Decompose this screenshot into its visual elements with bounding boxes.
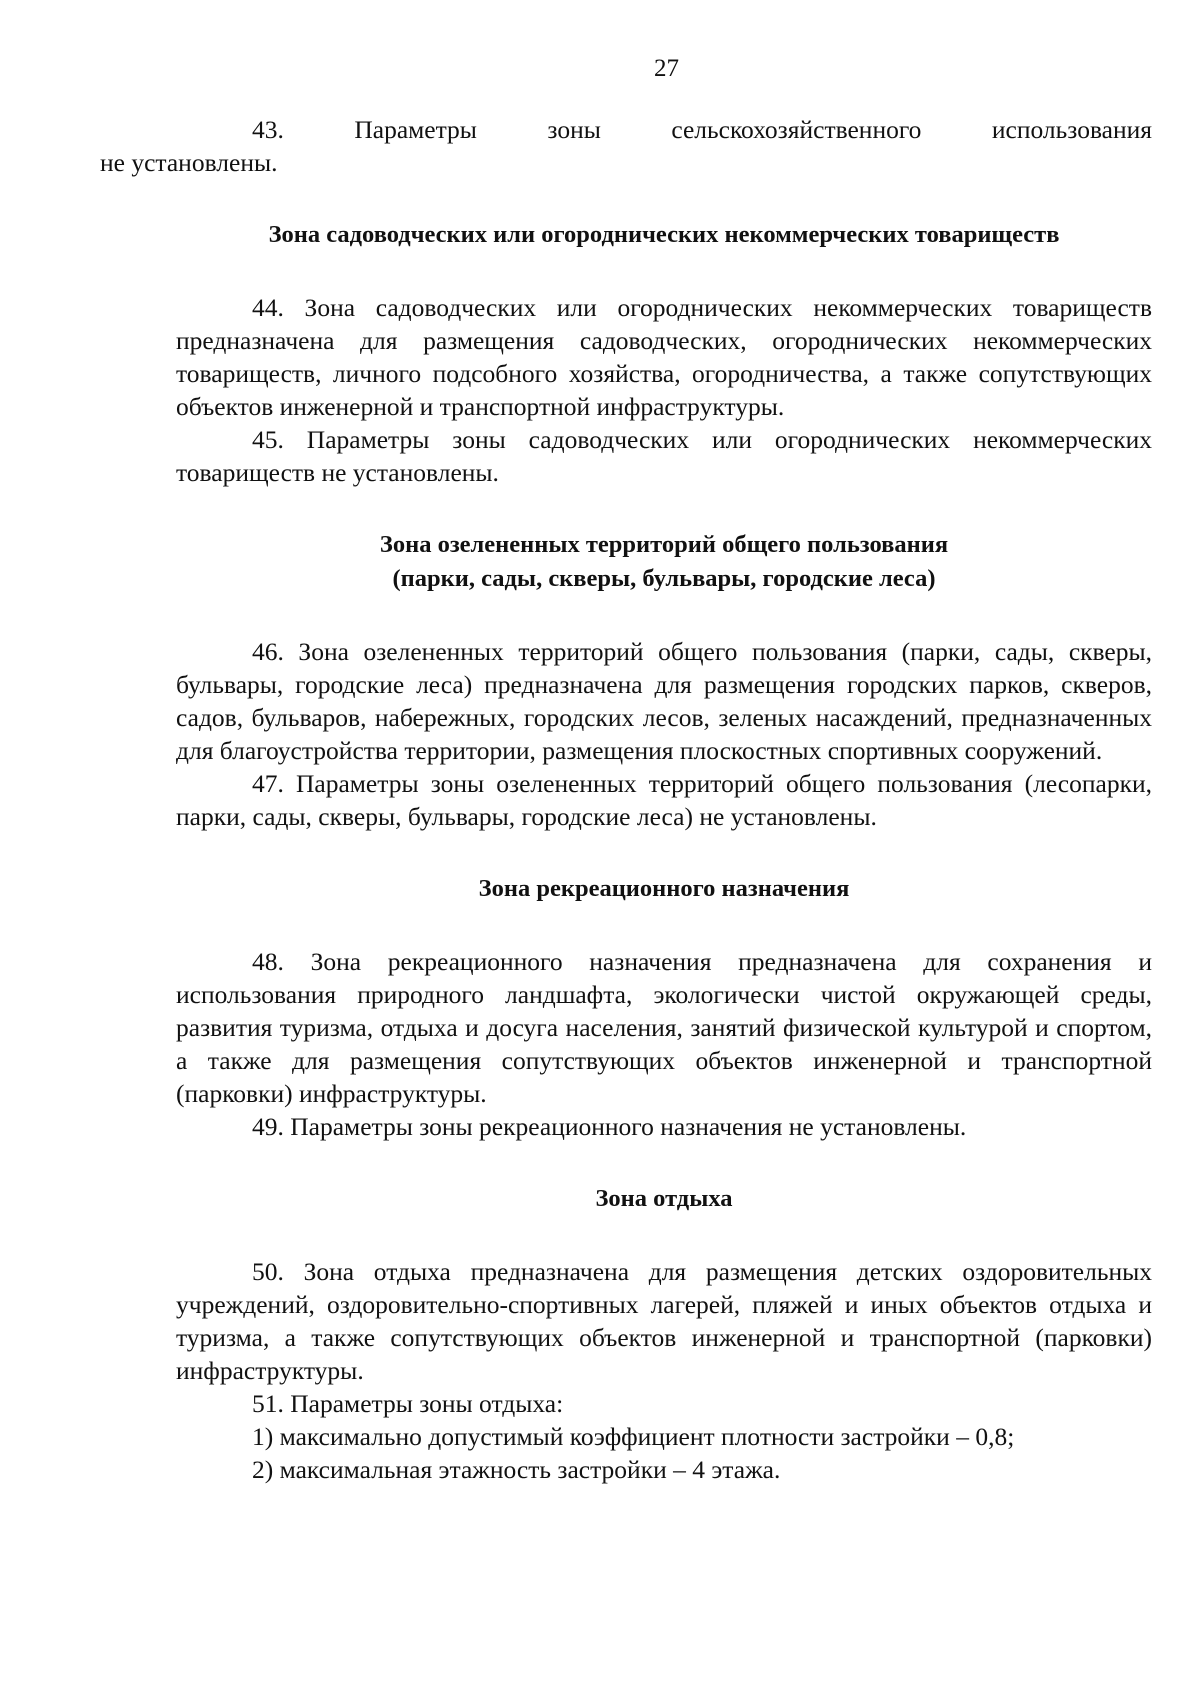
section-heading-line: Зона садоводческих или огороднических некоммерческих товариществ <box>268 221 1060 248</box>
paragraph-text: 43. Параметры зоны сельскохозяйственного использования <box>252 115 1152 144</box>
section-heading-line: Зона рекреационного назначения <box>478 875 850 902</box>
section-heading <box>176 218 1152 252</box>
section-heading-line: (парки, сады, скверы, бульвары, городские леса) <box>392 565 936 592</box>
paragraph-text: 2) максимальная этажность застройки – 4 этажа. <box>252 1455 781 1484</box>
paragraph-text: 46. Зона озелененных территорий общего пользования (парки, сады, скверы, бульвары, городские леса) предназначена для размещения городских парков, скверов, садов, бульваров, набережных, городских лесов, зеленых насаждений, предназначенных для благоустройства территории, размещения плоскостных спортивных сооружений. <box>176 637 1152 765</box>
paragraph <box>176 945 1152 1110</box>
paragraph-text: 50. Зона отдыха предназначена для размещения детских оздоровительных учреждений, оздоровительно-спортивных лагерей, пляжей и иных объектов отдыха и туризма, а также сопутствующих объектов инженерной и транспортной (парковки) инфраструктуры. <box>176 1257 1152 1385</box>
paragraph <box>176 291 1152 423</box>
paragraph <box>176 1387 1152 1420</box>
paragraph <box>176 767 1152 833</box>
paragraph-continuation: не установлены. <box>100 148 278 177</box>
paragraph <box>176 635 1152 767</box>
section-heading-line: Зона озелененных территорий общего пользования <box>379 531 949 558</box>
document-body <box>100 113 1152 1486</box>
paragraph-text: 1) максимально допустимый коэффициент плотности застройки – 0,8; <box>252 1422 1015 1451</box>
page-number: 27 <box>654 55 679 82</box>
paragraph-text: 45. Параметры зоны садоводческих или огороднических некоммерческих товариществ не установлены. <box>176 425 1152 487</box>
paragraph <box>176 1110 1152 1143</box>
section-heading-line: Зона отдыха <box>595 1185 733 1212</box>
paragraph-text: 47. Параметры зоны озелененных территорий общего пользования (лесопарки, парки, сады, скверы, бульвары, городские леса) не установлены. <box>176 769 1152 831</box>
section-heading <box>176 1182 1152 1216</box>
paragraph <box>176 1255 1152 1387</box>
section-heading <box>176 872 1152 906</box>
paragraph-text: 48. Зона рекреационного назначения предназначена для сохранения и использования природного ландшафта, экологически чистой окружающей среды, развития туризма, отдыха и досуга населения, занятий физической культурой и спортом, а также для размещения сопутствующих объектов инженерной и транспортной (парковки) инфраструктуры. <box>176 947 1152 1108</box>
paragraph <box>100 113 1152 179</box>
paragraph <box>176 1420 1152 1453</box>
paragraph <box>176 423 1152 489</box>
section-heading <box>176 528 1152 596</box>
paragraph <box>176 1453 1152 1486</box>
paragraph-text: 51. Параметры зоны отдыха: <box>252 1389 564 1418</box>
paragraph-text: 44. Зона садоводческих или огороднических некоммерческих товариществ предназначена для размещения садоводческих, огороднических некоммерческих товариществ, личного подсобного хозяйства, огородничества, а также сопутствующих объектов инженерной и транспортной инфраструктуры. <box>176 293 1152 421</box>
paragraph-text: 49. Параметры зоны рекреационного назначения не установлены. <box>252 1112 967 1141</box>
